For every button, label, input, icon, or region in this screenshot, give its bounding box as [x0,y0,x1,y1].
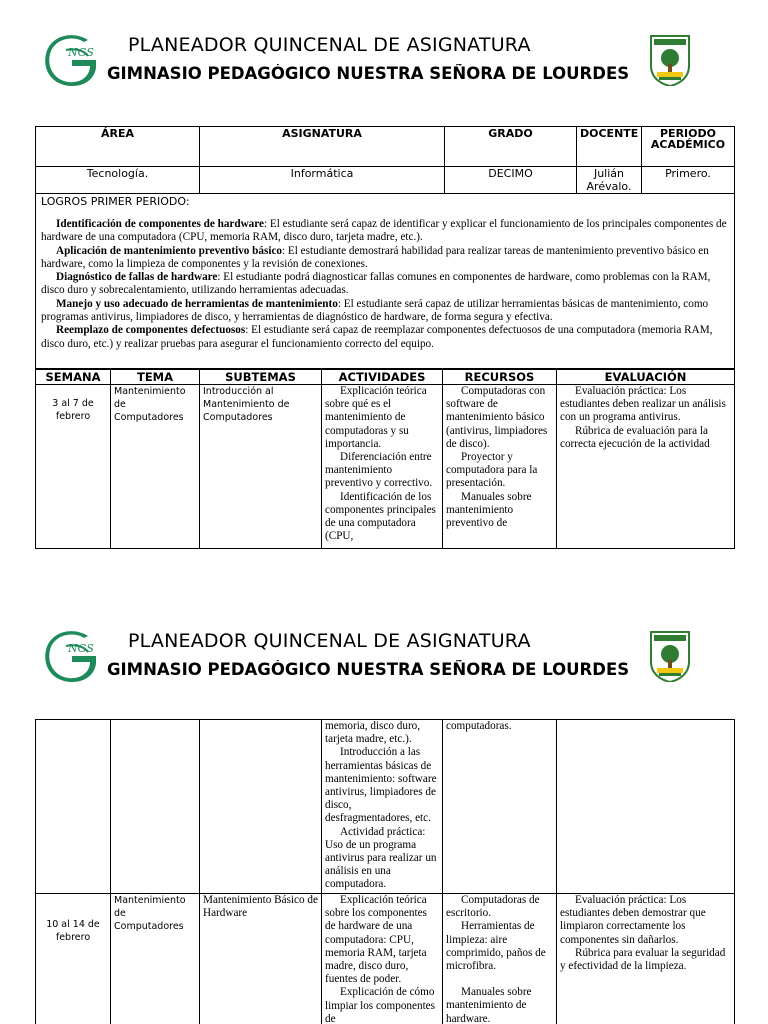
logro-item: Manejo y uso adecuado de herramientas de mantenimiento: El estudiante será capaz de utilizar herramientas básicas de mantenimiento, como programas antivirus, limpiadores de disco, y herramientas de diagnóstico de hardware, de forma segura y efectiva. [41,297,709,324]
tema-cell: Mantenimiento de Computadores [111,385,200,549]
actividades-cell: Explicación teórica sobre los componentes de hardware de una computadora: CPU, memoria RAM, tarjeta madre, disco duro, fuentes de poder. Explicación de cómo limpiar los componentes de [322,894,443,1024]
ngs-logo-icon [44,34,100,86]
subtemas-cell [200,720,322,894]
recursos-cell: Computadoras de escritorio. Herramientas de limpieza: aire comprimido, paños de microfibra. Manuales sobre mantenimiento de hardware. [443,894,557,1024]
logros-label: LOGROS PRIMER PERIODO: [41,195,190,208]
subtemas-cell: Introducción al Mantenimiento de Computadores [200,385,322,549]
evaluacion-cell: Evaluación práctica: Los estudiantes deben realizar un análisis con un programa antivirus. Rúbrica de evaluación para la correcta ejecución de la actividad [557,385,735,549]
recursos-cell: computadoras. [443,720,557,894]
school-name: GIMNASIO PEDAGÓGICO NUESTRA SEÑORA DE LOURDES [107,64,630,83]
semana-cell [36,720,111,894]
value-area: Tecnología. [36,167,200,194]
semana-cell: 3 al 7 de febrero [36,385,111,549]
school-name: GIMNASIO PEDAGÓGICO NUESTRA SEÑORA DE LOURDES [107,660,630,679]
table-row [36,385,735,549]
logro-item: Reemplazo de componentes defectuosos: El estudiante será capaz de reemplazar componentes defectuosos de una computadora (memoria RAM, disco duro, etc.) y realizar pruebas para asegurar el funcionamiento correcto del equipo. [41,324,713,350]
actividades-cell: Explicación teórica sobre qué es el mantenimiento de computadoras y su importancia. Diferenciación entre mantenimiento preventivo y correctivo. Identificación de los componentes principales de una computadora (CPU, [322,385,443,549]
recursos-cell: Computadoras con software de mantenimiento básico (antivirus, limpiadores de disco). Proyector y computadora para la presentación. Manuales sobre mantenimiento preventivo de [443,385,557,549]
table-row [36,894,735,1024]
value-asignatura: Informática [200,167,445,194]
header-actividades: ACTIVIDADES [322,370,443,385]
school-crest-icon [649,630,691,682]
header-asignatura: ASIGNATURA [200,127,445,167]
svg-text:NGS: NGS [68,46,94,59]
value-grado: DECIMO [445,167,577,194]
header-grado: GRADO [445,127,577,167]
page-title: PLANEADOR QUINCENAL DE ASIGNATURA [128,34,531,56]
header-area: ÁREA [36,127,200,167]
evaluacion-cell: Evaluación práctica: Los estudiantes deben demostrar que limpiaron correctamente los componentes sin dañarlos. Rúbrica para evaluar la seguridad y efectividad de la limpieza. [557,894,735,1024]
header-semana: SEMANA [36,370,111,385]
tema-cell: Mantenimiento de Computadores [111,894,200,1024]
info-table [35,126,735,369]
svg-text:NGS: NGS [68,642,94,655]
plan-table [35,369,735,549]
document-page-2 [0,596,768,1024]
header-evaluacion: EVALUACIÓN [557,370,735,385]
value-periodo: Primero. [642,167,735,194]
logros-section [36,194,735,369]
logro-item: Identificación de componentes de hardware: El estudiante será capaz de identificar y explicar el funcionamiento de los principales componentes de hardware de una computadora (CPU, memoria RAM, disco duro, tarjeta madre, etc.). [41,218,727,244]
school-crest-icon [649,34,691,86]
tema-cell [111,720,200,894]
evaluacion-cell [557,720,735,894]
page-title: PLANEADOR QUINCENAL DE ASIGNATURA [128,630,531,652]
value-docente: Julián Arévalo. [577,167,642,194]
semana-cell: 10 al 14 de febrero [36,894,111,1024]
header-periodo: PERIODO ACADÉMICO [642,127,735,167]
actividades-cell: memoria, disco duro, tarjeta madre, etc.). Introducción a las herramientas básicas de mantenimiento: software antivirus, limpiadores de disco, desfragmentadores, etc. Actividad práctica: Uso de un programa antivirus para realizar un análisis en una computadora. [322,720,443,894]
subtemas-cell: Mantenimiento Básico de Hardware [200,894,322,1024]
table-row [36,720,735,894]
header-recursos: RECURSOS [443,370,557,385]
logro-item: Diagnóstico de fallas de hardware: El estudiante podrá diagnosticar fallas comunes en componentes de hardware, como problemas con la RAM, disco duro y sobrecalentamiento, utilizando herramientas adecuadas. [41,271,711,297]
header-tema: TEMA [111,370,200,385]
ngs-logo-icon [44,630,100,682]
plan-table-continued [35,719,735,1024]
header-subtemas: SUBTEMAS [200,370,322,385]
header-docente: DOCENTE [577,127,642,167]
logro-item: Aplicación de mantenimiento preventivo básico: El estudiante demostrará habilidad para realizar tareas de mantenimiento preventivo básico en hardware, como la limpieza de componentes y la revisión de conexiones. [41,244,709,270]
